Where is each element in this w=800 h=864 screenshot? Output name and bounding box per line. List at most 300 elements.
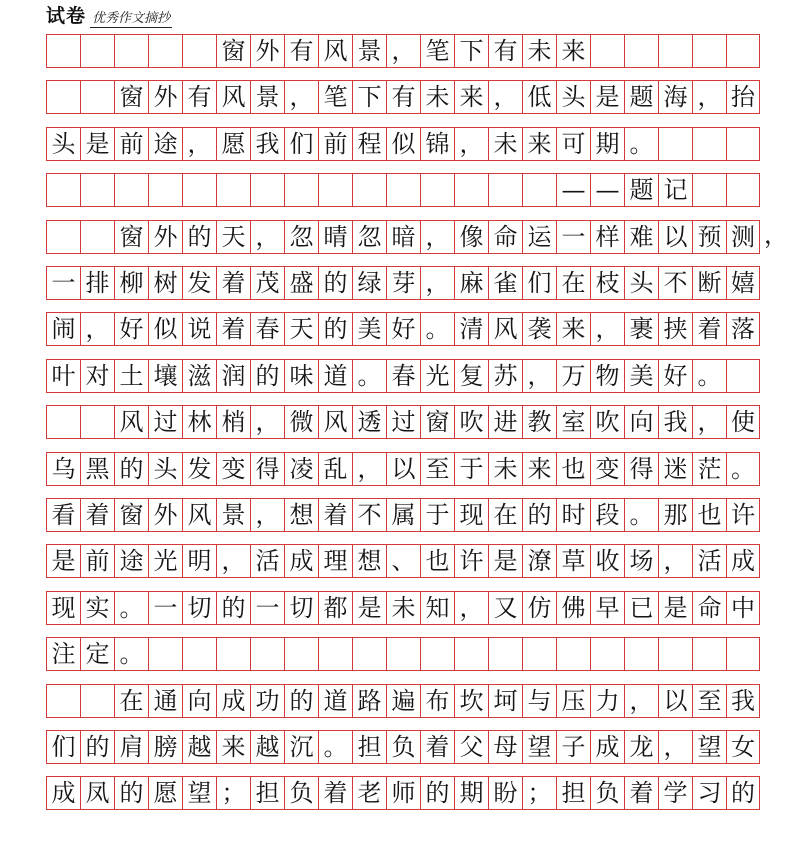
grid-cell — [488, 174, 522, 206]
grid-cell: ， — [216, 545, 250, 577]
grid-cell: 乌 — [46, 453, 80, 485]
grid-cell: 的 — [318, 313, 352, 345]
grid-cell: 教 — [522, 406, 556, 438]
grid-cell: 林 — [182, 406, 216, 438]
grid-cell: 海 — [658, 81, 692, 113]
grid-cell: 、 — [386, 545, 420, 577]
grid-cell: 复 — [454, 360, 488, 392]
grid-cell: 未 — [522, 35, 556, 67]
grid-cell: 压 — [556, 685, 590, 717]
grid-cell: ； — [216, 777, 250, 809]
grid-row — [46, 220, 788, 254]
grid-cell: 向 — [624, 406, 658, 438]
grid-cell: 。 — [114, 638, 148, 670]
grid-cell: 微 — [284, 406, 318, 438]
grid-row — [46, 127, 760, 161]
grid-cell: 枝 — [590, 267, 624, 299]
grid-cell: 知 — [420, 592, 454, 624]
grid-cell: 着 — [624, 777, 658, 809]
grid-cell: 着 — [420, 731, 454, 763]
grid-cell: 成 — [216, 685, 250, 717]
grid-cell: 担 — [556, 777, 590, 809]
grid-cell: 肩 — [114, 731, 148, 763]
grid-cell: 来 — [522, 128, 556, 160]
grid-row — [46, 637, 760, 671]
grid-cell: ， — [284, 81, 318, 113]
grid-cell: 春 — [386, 360, 420, 392]
grid-cell: ， — [352, 453, 386, 485]
grid-cell — [658, 638, 692, 670]
grid-cell: 们 — [284, 128, 318, 160]
grid-cell: 想 — [352, 545, 386, 577]
grid-cell: ， — [624, 685, 658, 717]
grid-cell: 道 — [318, 360, 352, 392]
grid-cell — [386, 174, 420, 206]
grid-cell — [148, 638, 182, 670]
grid-cell: 我 — [726, 685, 760, 717]
grid-cell: 未 — [420, 81, 454, 113]
grid-cell: 是 — [658, 592, 692, 624]
grid-cell: 落 — [726, 313, 760, 345]
grid-cell: 过 — [386, 406, 420, 438]
grid-cell: 排 — [80, 267, 114, 299]
grid-cell — [352, 174, 386, 206]
grid-cell: 记 — [658, 174, 692, 206]
grid-cell: 那 — [658, 499, 692, 531]
grid-cell: 至 — [692, 685, 726, 717]
grid-cell: 望 — [182, 777, 216, 809]
grid-cell: 使 — [726, 406, 760, 438]
grid-cell: 现 — [454, 499, 488, 531]
grid-cell: 草 — [556, 545, 590, 577]
grid-cell: 室 — [556, 406, 590, 438]
grid-cell: 麻 — [454, 267, 488, 299]
grid-cell: 也 — [556, 453, 590, 485]
grid-cell: 着 — [216, 313, 250, 345]
grid-cell — [80, 35, 114, 67]
grid-cell: 吹 — [454, 406, 488, 438]
grid-cell: 着 — [80, 499, 114, 531]
grid-cell: 的 — [80, 731, 114, 763]
grid-cell: ， — [590, 313, 624, 345]
grid-cell: ， — [250, 499, 284, 531]
grid-cell: 断 — [692, 267, 726, 299]
grid-cell: ； — [522, 777, 556, 809]
grid-cell: 前 — [318, 128, 352, 160]
grid-cell: ， — [692, 406, 726, 438]
grid-cell: 负 — [386, 731, 420, 763]
grid-cell — [114, 35, 148, 67]
grid-cell: 一 — [250, 592, 284, 624]
grid-cell: 树 — [148, 267, 182, 299]
grid-cell: 女 — [726, 731, 760, 763]
grid-cell — [590, 35, 624, 67]
grid-cell: 至 — [420, 453, 454, 485]
grid-cell: 们 — [46, 731, 80, 763]
grid-cell: ， — [250, 406, 284, 438]
grid-cell: 担 — [352, 731, 386, 763]
grid-cell: 场 — [624, 545, 658, 577]
grid-row — [46, 266, 760, 300]
grid-cell: 凌 — [284, 453, 318, 485]
grid-cell: 担 — [250, 777, 284, 809]
grid-cell: 天 — [284, 313, 318, 345]
margin-punctuation: ， — [764, 220, 788, 249]
grid-cell: 又 — [488, 592, 522, 624]
grid-cell: 来 — [556, 35, 590, 67]
grid-cell: 下 — [454, 35, 488, 67]
grid-cell: 凤 — [80, 777, 114, 809]
grid-cell: 风 — [318, 406, 352, 438]
grid-cell: 低 — [522, 81, 556, 113]
grid-cell: 望 — [692, 731, 726, 763]
grid-cell — [726, 128, 760, 160]
grid-cell: ， — [80, 313, 114, 345]
grid-cell — [46, 685, 80, 717]
grid-cell: 有 — [284, 35, 318, 67]
grid-cell: 道 — [318, 685, 352, 717]
grid-cell: 运 — [522, 221, 556, 253]
grid-cell: 外 — [148, 221, 182, 253]
grid-cell: 笔 — [318, 81, 352, 113]
grid-cell: 在 — [488, 499, 522, 531]
grid-cell: ， — [658, 731, 692, 763]
grid-cell: 。 — [624, 499, 658, 531]
grid-cell: 布 — [420, 685, 454, 717]
grid-cell: ， — [386, 35, 420, 67]
grid-cell — [250, 174, 284, 206]
grid-cell: — — [590, 174, 624, 206]
grid-cell: 窗 — [216, 35, 250, 67]
grid-cell: 头 — [556, 81, 590, 113]
grid-cell: 光 — [420, 360, 454, 392]
grid-cell: 愿 — [148, 777, 182, 809]
grid-cell — [46, 221, 80, 253]
grid-cell: 实 — [80, 592, 114, 624]
grid-cell: — — [556, 174, 590, 206]
grid-cell: 。 — [624, 128, 658, 160]
grid-cell: 乱 — [318, 453, 352, 485]
grid-cell: 有 — [182, 81, 216, 113]
grid-cell: 的 — [182, 221, 216, 253]
grid-cell: 于 — [420, 499, 454, 531]
grid-cell: 切 — [182, 592, 216, 624]
grid-cell: 风 — [114, 406, 148, 438]
grid-cell: 越 — [182, 731, 216, 763]
grid-cell: 像 — [454, 221, 488, 253]
grid-cell: 成 — [590, 731, 624, 763]
grid-cell: ， — [420, 267, 454, 299]
grid-cell: 美 — [624, 360, 658, 392]
grid-cell: 也 — [420, 545, 454, 577]
grid-cell: 潦 — [522, 545, 556, 577]
grid-cell: 是 — [488, 545, 522, 577]
grid-cell: 下 — [352, 81, 386, 113]
grid-cell: 味 — [284, 360, 318, 392]
grid-row — [46, 34, 760, 68]
grid-cell: 样 — [590, 221, 624, 253]
grid-cell: 沉 — [284, 731, 318, 763]
grid-cell: 笔 — [420, 35, 454, 67]
grid-cell: 景 — [216, 499, 250, 531]
grid-cell: 向 — [182, 685, 216, 717]
grid-cell: 膀 — [148, 731, 182, 763]
grid-cell — [182, 35, 216, 67]
grid-cell: 负 — [590, 777, 624, 809]
grid-cell — [182, 638, 216, 670]
grid-cell: 滋 — [182, 360, 216, 392]
grid-row — [46, 80, 760, 114]
grid-cell — [420, 638, 454, 670]
grid-cell: 锦 — [420, 128, 454, 160]
grid-cell: 通 — [148, 685, 182, 717]
grid-cell: 一 — [46, 267, 80, 299]
grid-cell: 发 — [182, 267, 216, 299]
grid-row — [46, 544, 760, 578]
grid-cell: ， — [420, 221, 454, 253]
grid-row — [46, 776, 760, 810]
grid-cell: 中 — [726, 592, 760, 624]
grid-cell — [420, 174, 454, 206]
grid-cell — [454, 174, 488, 206]
grid-cell: 。 — [352, 360, 386, 392]
grid-cell: 头 — [148, 453, 182, 485]
grid-cell: 美 — [352, 313, 386, 345]
grid-cell: 未 — [488, 128, 522, 160]
grid-cell: 风 — [182, 499, 216, 531]
grid-cell: 时 — [556, 499, 590, 531]
grid-row — [46, 405, 760, 439]
grid-cell — [148, 174, 182, 206]
grid-cell: 前 — [80, 545, 114, 577]
grid-cell: 期 — [590, 128, 624, 160]
grid-cell: 我 — [250, 128, 284, 160]
grid-cell: 以 — [658, 685, 692, 717]
grid-row — [46, 452, 760, 486]
grid-cell: 子 — [556, 731, 590, 763]
grid-cell: 已 — [624, 592, 658, 624]
grid-cell — [590, 638, 624, 670]
grid-row — [46, 684, 760, 718]
grid-cell: 似 — [386, 128, 420, 160]
grid-cell: 来 — [216, 731, 250, 763]
grid-cell: 外 — [148, 81, 182, 113]
grid-cell: 变 — [590, 453, 624, 485]
grid-cell: 风 — [318, 35, 352, 67]
grid-cell: 景 — [352, 35, 386, 67]
grid-cell: 也 — [692, 499, 726, 531]
grid-cell: 负 — [284, 777, 318, 809]
grid-cell: 学 — [658, 777, 692, 809]
grid-cell: 进 — [488, 406, 522, 438]
grid-cell: 老 — [352, 777, 386, 809]
grid-cell: 不 — [352, 499, 386, 531]
grid-cell — [114, 174, 148, 206]
grid-cell — [692, 638, 726, 670]
grid-cell: 裹 — [624, 313, 658, 345]
grid-cell: ， — [454, 592, 488, 624]
grid-cell: 习 — [692, 777, 726, 809]
grid-cell — [250, 638, 284, 670]
grid-cell: 是 — [590, 81, 624, 113]
grid-cell: 师 — [386, 777, 420, 809]
grid-cell: 茫 — [692, 453, 726, 485]
grid-cell: 着 — [216, 267, 250, 299]
grid-cell — [658, 128, 692, 160]
grid-cell — [726, 360, 760, 392]
grid-cell: 过 — [148, 406, 182, 438]
grid-cell: 窗 — [114, 81, 148, 113]
grid-cell: 发 — [182, 453, 216, 485]
grid-cell: 吹 — [590, 406, 624, 438]
grid-cell: 苏 — [488, 360, 522, 392]
grid-cell: 润 — [216, 360, 250, 392]
grid-cell: 。 — [420, 313, 454, 345]
document-header — [46, 2, 172, 28]
grid-cell: ， — [488, 81, 522, 113]
grid-cell: ， — [658, 545, 692, 577]
grid-cell: 理 — [318, 545, 352, 577]
grid-cell: 功 — [250, 685, 284, 717]
grid-cell: 佛 — [556, 592, 590, 624]
grid-cell — [522, 638, 556, 670]
grid-cell — [46, 81, 80, 113]
exam-label: 试卷 — [46, 5, 87, 27]
grid-cell: 预 — [692, 221, 726, 253]
grid-cell — [692, 174, 726, 206]
grid-cell — [46, 406, 80, 438]
grid-cell: 的 — [522, 499, 556, 531]
grid-cell: 于 — [454, 453, 488, 485]
grid-cell: ， — [182, 128, 216, 160]
grid-cell: 力 — [590, 685, 624, 717]
grid-cell — [216, 638, 250, 670]
grid-cell: 有 — [488, 35, 522, 67]
grid-cell: 土 — [114, 360, 148, 392]
grid-cell: 途 — [114, 545, 148, 577]
grid-cell — [454, 638, 488, 670]
grid-cell: 命 — [692, 592, 726, 624]
grid-cell: 茂 — [250, 267, 284, 299]
collection-subtitle: 优秀作文摘抄 — [90, 7, 172, 28]
grid-cell: 物 — [590, 360, 624, 392]
grid-cell: 。 — [114, 592, 148, 624]
grid-cell: 注 — [46, 638, 80, 670]
grid-cell: 来 — [556, 313, 590, 345]
grid-cell: 的 — [114, 453, 148, 485]
grid-cell: 绿 — [352, 267, 386, 299]
grid-cell: 是 — [352, 592, 386, 624]
grid-row — [46, 173, 760, 207]
grid-cell: 一 — [148, 592, 182, 624]
grid-cell: 以 — [386, 453, 420, 485]
grid-cell: 的 — [114, 777, 148, 809]
grid-cell: 以 — [658, 221, 692, 253]
grid-cell: 在 — [114, 685, 148, 717]
grid-cell — [624, 638, 658, 670]
grid-cell — [658, 35, 692, 67]
grid-cell: 未 — [386, 592, 420, 624]
grid-cell: 明 — [182, 545, 216, 577]
grid-cell: 。 — [318, 731, 352, 763]
grid-cell: 看 — [46, 499, 80, 531]
grid-cell: 着 — [318, 499, 352, 531]
grid-cell: 未 — [488, 453, 522, 485]
grid-cell: 的 — [284, 685, 318, 717]
grid-cell — [352, 638, 386, 670]
grid-cell: 忽 — [352, 221, 386, 253]
grid-cell: 壤 — [148, 360, 182, 392]
grid-cell: 说 — [182, 313, 216, 345]
grid-cell: 遍 — [386, 685, 420, 717]
grid-cell — [692, 128, 726, 160]
grid-cell: 光 — [148, 545, 182, 577]
grid-cell: 题 — [624, 81, 658, 113]
grid-cell: 来 — [454, 81, 488, 113]
grid-cell: 得 — [250, 453, 284, 485]
grid-cell: 暗 — [386, 221, 420, 253]
grid-cell: 叶 — [46, 360, 80, 392]
grid-cell: 清 — [454, 313, 488, 345]
grid-cell — [284, 638, 318, 670]
grid-cell: 风 — [216, 81, 250, 113]
grid-cell — [556, 638, 590, 670]
grid-cell — [80, 174, 114, 206]
grid-cell: 盼 — [488, 777, 522, 809]
grid-cell: 外 — [250, 35, 284, 67]
grid-cell: 活 — [692, 545, 726, 577]
grid-cell: 都 — [318, 592, 352, 624]
grid-cell: 着 — [692, 313, 726, 345]
grid-cell: 坷 — [488, 685, 522, 717]
grid-cell: 父 — [454, 731, 488, 763]
grid-cell: 与 — [522, 685, 556, 717]
grid-cell: 现 — [46, 592, 80, 624]
grid-cell: 的 — [318, 267, 352, 299]
grid-row — [46, 359, 760, 393]
grid-cell: 芽 — [386, 267, 420, 299]
grid-cell: 望 — [522, 731, 556, 763]
grid-cell: 期 — [454, 777, 488, 809]
grid-cell: 窗 — [420, 406, 454, 438]
grid-cell: 在 — [556, 267, 590, 299]
grid-cell: 愿 — [216, 128, 250, 160]
grid-cell: 的 — [216, 592, 250, 624]
grid-cell — [318, 174, 352, 206]
grid-cell — [522, 174, 556, 206]
grid-cell: 测 — [726, 221, 760, 253]
grid-cell: 的 — [420, 777, 454, 809]
grid-cell: 晴 — [318, 221, 352, 253]
grid-cell: 一 — [556, 221, 590, 253]
grid-cell — [692, 35, 726, 67]
grid-cell: 挟 — [658, 313, 692, 345]
grid-cell: 春 — [250, 313, 284, 345]
grid-cell: 窗 — [114, 221, 148, 253]
grid-cell — [386, 638, 420, 670]
grid-cell: 的 — [250, 360, 284, 392]
grid-cell: 雀 — [488, 267, 522, 299]
grid-cell: 似 — [148, 313, 182, 345]
grid-row — [46, 498, 760, 532]
grid-cell: 早 — [590, 592, 624, 624]
grid-cell: 盛 — [284, 267, 318, 299]
grid-cell: 龙 — [624, 731, 658, 763]
grid-cell: 仿 — [522, 592, 556, 624]
grid-cell: 柳 — [114, 267, 148, 299]
grid-cell — [80, 406, 114, 438]
grid-cell: 好 — [386, 313, 420, 345]
